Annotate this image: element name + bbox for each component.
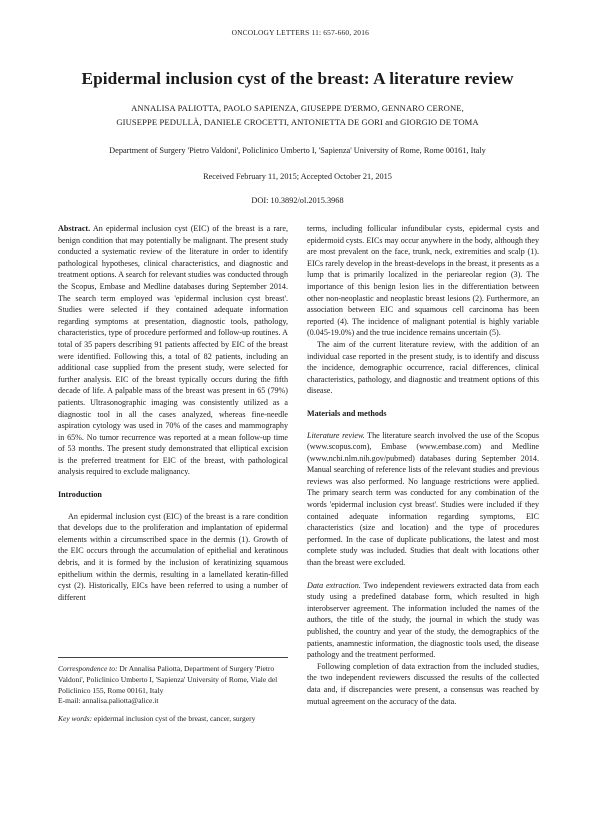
keywords	[58, 714, 288, 725]
aim-paragraph: The aim of the current literature review, with the addition of an individual case reported in the present study, is to identify and discuss the incidence, demographic occurrence, racial differences, clinical characteristics, pathology, and diagnostic and treatment options of this disease.	[307, 339, 539, 396]
abstract	[58, 223, 288, 478]
keywords-text: epidermal inclusion cyst of the breast, cancer, surgery	[93, 714, 256, 723]
data-extraction-text: Two independent reviewers extracted data from each study using a predefined database form, which resulted in high interobserver agreement. The information included the names of the authors, the title of the study, the journal in which the study was published, the country and year of the study, the demographics of the patients, anamnestic information, the diagnostic tools used, the disease pathology and the treatment performed.	[307, 580, 539, 660]
footnote-divider	[58, 657, 288, 658]
correspondence-label: Correspondence to:	[58, 664, 118, 673]
received-dates: Received February 11, 2015; Accepted October 21, 2015	[203, 172, 392, 181]
abstract-text: An epidermal inclusion cyst (EIC) of the breast is a rare, benign condition that may potentially be malignant. The present study conducted a systematic review of the literature in order to identify pathological hypotheses, clinical characteristics, and diagnostic and treatment options. A search for relevant studies was conducted through the Scopus, Embase and Medline databases during September 2014. The search term employed was 'epidermal inclusion cyst breast'. Studies were selected if they contained adequate information regarding symptoms at presentation, diagnostic tools, pathology, characteristics, type of procedure performed and follow-up routines. A total of 35 papers describing 91 patients affected by EIC of the breast were identified. Following this, a total of 82 patients, including an additional case supplied from the present study, were selected for further analysis. EIC of the breast typically occurs during the fifth decade of life. A palpable mass of the breast was present in 65 (79%) patients. Ultrasonographic imaging was consistently utilized as a diagnostic tool in all the cases analyzed, whereas fine-needle aspiration cytology was used in 70% of the cases and mammography in 65%. No tumor recurrence was reported at a mean follow-up time of 53 months. The present study demonstrated that elliptical excision is the preferred treatment for EIC of the breast, with pathological analysis required to exclude malignancy.	[58, 224, 288, 477]
introduction-heading: Introduction	[58, 490, 102, 500]
literature-review-label: Literature review.	[307, 430, 365, 440]
correspondence	[58, 664, 288, 696]
author-list	[30, 101, 565, 129]
correspondence-footnote	[58, 664, 288, 707]
data-extraction-followup: Following completion of data extraction from the included studies, the two independent reviewers discussed the results of the collected data and, if discrepancies were present, a consensus was reached by mutual agreement on the accuracy of the data.	[307, 661, 539, 706]
literature-review	[307, 430, 539, 569]
left-column	[58, 223, 288, 603]
running-head: ONCOLOGY LETTERS 11: 657-660, 2016	[231, 28, 369, 37]
abstract-label: Abstract.	[58, 224, 91, 233]
introduction-text: An epidermal inclusion cyst (EIC) of the breast is a rare condition that develops due to the proliferation and implantation of epidermal elements within a circumscribed space in the dermis (1). Growth of the EIC occurs through the accumulation of epithelial and keratinous debris, and it is formed by the inclusion of keratinizing squamous epithelium within the dermis, resulting in a lamellated keratin-filled cyst (2). Historically, EICs have been referred to using a number of different	[58, 511, 288, 602]
methods-heading: Materials and methods	[307, 408, 387, 418]
right-column	[307, 223, 539, 707]
literature-review-text: The literature search involved the use of the Scopus (www.scopus.com), Embase (www.embase.com) and Medline (www.ncbi.nlm.nih.gov/pubmed) databases during September 2014. Manual searching of reference lists of the relevant studies and previous reviews was also performed. No language restrictions were applied. The primary search term was conducted for any combination of the words 'epidermal inclusion cyst breast'. Studies were included if they contained adequate information regarding symptoms, EIC characteristics (size and location) and the type of procedures performed. In the case of duplicate publications, the latest and most complete study was included. Studies that dealt with locations other than the breast were excluded.	[307, 430, 539, 568]
keywords-label: Key words:	[58, 714, 93, 723]
doi: DOI: 10.3892/ol.2015.3968	[251, 196, 344, 205]
article-title: Epidermal inclusion cyst of the breast: A literature review	[81, 69, 514, 88]
authors-line-1: ANNALISA PALIOTTA, PAOLO SAPIENZA, GIUSEPPE D'ERMO, GENNARO CERONE,	[131, 103, 464, 113]
correspondence-text: Dr Annalisa Paliotta, Department of Surgery 'Pietro Valdoni', Policlinico Umberto I, 'Sapienza' University of Rome, Viale del Policlinico 155, Rome 00161, Italy	[58, 664, 278, 695]
email: E-mail: annalisa.paliotta@alice.it	[58, 696, 159, 706]
authors-line-2: GIUSEPPE PEDULLÀ, DANIELE CROCETTI, ANTONIETTA DE GORI and GIORGIO DE TOMA	[116, 117, 479, 127]
affiliation: Department of Surgery 'Pietro Valdoni', Policlinico Umberto I, 'Sapienza' University of Rome, Rome 00161, Italy	[109, 146, 486, 155]
data-extraction	[307, 580, 539, 661]
intro-continued: terms, including follicular infundibular cysts, epidermal cysts and epidermoid cysts. EICs may occur anywhere in the body, although they are most prevalent on the face, trunk, neck, extremities and scalp (1). EICs rarely develop in the breast-develops in the breast, it presents as a lump that is primarily localized in the periareolar region (3). The importance of this benign lesion lies in the differentiation between other non-neoplastic and neoplastic breast lesions (2). Furthermore, an association between EIC and squamous cell carcinoma has been reported (4). The incidence of malignant potential is highly variable (0.045-19.0%) and the true incidence remains uncertain (5).	[307, 224, 539, 338]
data-extraction-label: Data extraction.	[307, 580, 361, 590]
